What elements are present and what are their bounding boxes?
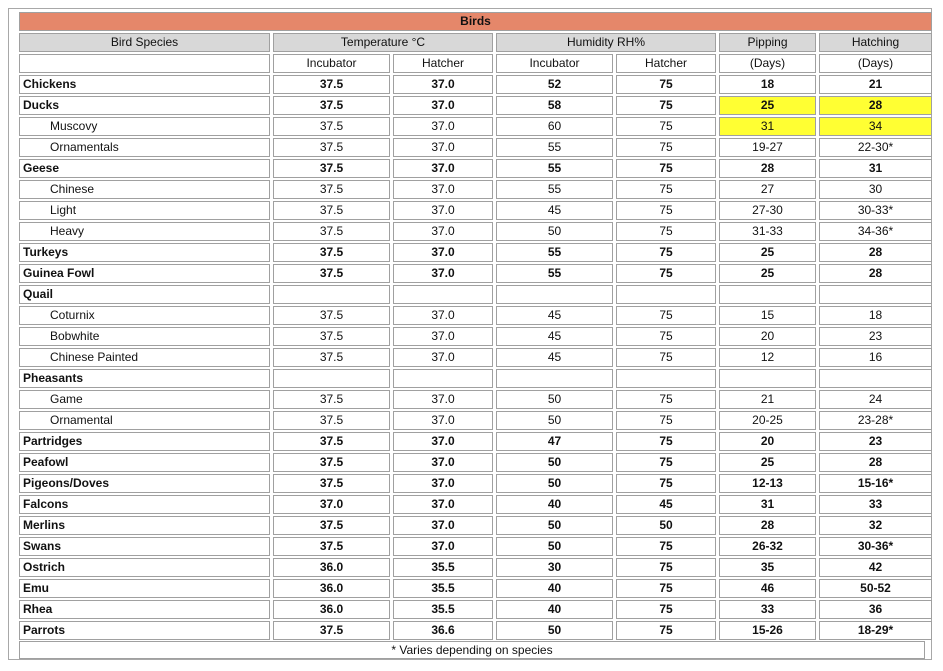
cell-humidity-incubator: 55 [496,243,613,262]
cell-species-name: Ostrich [19,558,270,577]
table-row [19,159,932,178]
cell-pipping-days: 15 [719,306,816,325]
cell-pipping-days: 35 [719,558,816,577]
cell-humidity-incubator: 55 [496,180,613,199]
cell-hatching-days: 31 [819,159,932,178]
cell-hatching-days: 34-36* [819,222,932,241]
cell-humidity-incubator: 30 [496,558,613,577]
cell-temp-incubator: 37.5 [273,474,390,493]
cell-humidity-incubator: 60 [496,117,613,136]
cell-temp-incubator: 37.5 [273,117,390,136]
table-row [19,327,932,346]
cell-humidity-incubator [496,285,613,304]
cell-temp-incubator: 36.0 [273,600,390,619]
cell-temp-incubator: 37.5 [273,306,390,325]
header-hatching: Hatching [819,33,932,52]
cell-hatching-days: 18-29* [819,621,932,640]
cell-pipping-days: 26-32 [719,537,816,556]
cell-humidity-hatcher: 75 [616,222,716,241]
table-title: Birds [19,12,932,31]
cell-pipping-days [719,285,816,304]
cell-species-name: Light [19,201,270,220]
table-row [19,285,932,304]
cell-pipping-days: 25 [719,264,816,283]
cell-species-name: Quail [19,285,270,304]
table-row [19,432,932,451]
cell-temp-incubator: 37.5 [273,96,390,115]
cell-pipping-days: 33 [719,600,816,619]
cell-temp-incubator: 37.5 [273,621,390,640]
cell-humidity-hatcher: 75 [616,75,716,94]
cell-species-name: Chinese Painted [19,348,270,367]
table-row [19,453,932,472]
cell-humidity-hatcher: 75 [616,621,716,640]
cell-temp-hatcher: 37.0 [393,306,493,325]
cell-hatching-days: 21 [819,75,932,94]
cell-humidity-incubator: 55 [496,138,613,157]
cell-pipping-days: 12 [719,348,816,367]
cell-hatching-days: 23 [819,327,932,346]
cell-humidity-incubator: 50 [496,390,613,409]
cell-temp-incubator: 37.5 [273,75,390,94]
cell-hatching-days: 22-30* [819,138,932,157]
cell-species-name: Muscovy [19,117,270,136]
cell-temp-hatcher: 37.0 [393,75,493,94]
table-row [19,516,932,535]
cell-species-name: Coturnix [19,306,270,325]
table-row [19,75,932,94]
cell-species-name: Peafowl [19,453,270,472]
cell-humidity-incubator: 45 [496,306,613,325]
cell-hatching-days: 16 [819,348,932,367]
cell-temp-hatcher [393,369,493,388]
cell-hatching-days: 42 [819,558,932,577]
table-row [19,222,932,241]
cell-humidity-hatcher: 45 [616,495,716,514]
cell-species-name: Heavy [19,222,270,241]
cell-species-name: Swans [19,537,270,556]
cell-pipping-days: 12-13 [719,474,816,493]
cell-temp-hatcher: 37.0 [393,117,493,136]
cell-humidity-incubator: 40 [496,579,613,598]
cell-humidity-hatcher [616,285,716,304]
table-row [19,537,932,556]
cell-humidity-hatcher: 75 [616,243,716,262]
cell-temp-hatcher: 37.0 [393,327,493,346]
cell-hatching-days [819,285,932,304]
cell-humidity-hatcher: 75 [616,138,716,157]
cell-temp-incubator: 37.5 [273,411,390,430]
cell-humidity-hatcher: 75 [616,579,716,598]
cell-temp-incubator: 37.5 [273,138,390,157]
cell-pipping-days [719,369,816,388]
cell-temp-hatcher: 37.0 [393,222,493,241]
table-row [19,390,932,409]
cell-humidity-hatcher: 75 [616,327,716,346]
cell-humidity-hatcher: 75 [616,264,716,283]
cell-humidity-incubator: 50 [496,222,613,241]
cell-hatching-days: 23-28* [819,411,932,430]
cell-pipping-days: 28 [719,516,816,535]
table-row [19,138,932,157]
cell-pipping-days: 25 [719,96,816,115]
table-row [19,411,932,430]
cell-humidity-hatcher: 75 [616,600,716,619]
cell-hatching-days [819,369,932,388]
cell-species-name: Bobwhite [19,327,270,346]
cell-species-name: Ornamentals [19,138,270,157]
cell-hatching-days: 30-36* [819,537,932,556]
cell-hatching-days: 28 [819,96,932,115]
cell-pipping-days: 31 [719,495,816,514]
cell-hatching-days: 34 [819,117,932,136]
cell-humidity-incubator: 55 [496,159,613,178]
cell-hatching-days: 33 [819,495,932,514]
cell-humidity-incubator: 50 [496,621,613,640]
cell-hatching-days: 28 [819,243,932,262]
subheader-humidity-hatcher: Hatcher [616,54,716,73]
cell-pipping-days: 19-27 [719,138,816,157]
cell-species-name: Geese [19,159,270,178]
subheader-temp-hatcher: Hatcher [393,54,493,73]
cell-pipping-days: 20 [719,327,816,346]
cell-humidity-hatcher: 75 [616,453,716,472]
cell-humidity-hatcher: 75 [616,96,716,115]
cell-species-name: Ornamental [19,411,270,430]
subheader-pipping-days: (Days) [719,54,816,73]
subheader-temp-incubator: Incubator [273,54,390,73]
cell-hatching-days: 50-52 [819,579,932,598]
cell-temp-incubator: 36.0 [273,579,390,598]
cell-species-name: Pigeons/Doves [19,474,270,493]
cell-humidity-hatcher: 75 [616,117,716,136]
subheader-blank [19,54,270,73]
cell-species-name: Merlins [19,516,270,535]
table-body [19,75,932,640]
cell-humidity-incubator: 50 [496,537,613,556]
cell-species-name: Turkeys [19,243,270,262]
table-row [19,264,932,283]
table-row [19,180,932,199]
table-row [19,243,932,262]
cell-temp-incubator: 37.5 [273,327,390,346]
footnote: * Varies depending on species [19,641,925,659]
cell-temp-incubator: 37.5 [273,264,390,283]
cell-temp-hatcher: 37.0 [393,537,493,556]
cell-temp-hatcher: 37.0 [393,411,493,430]
cell-hatching-days: 32 [819,516,932,535]
cell-temp-incubator: 37.5 [273,243,390,262]
cell-humidity-incubator: 50 [496,516,613,535]
table-row [19,621,932,640]
cell-species-name: Parrots [19,621,270,640]
cell-hatching-days: 28 [819,453,932,472]
cell-species-name: Chinese [19,180,270,199]
cell-humidity-hatcher: 75 [616,390,716,409]
cell-humidity-incubator: 50 [496,453,613,472]
cell-species-name: Game [19,390,270,409]
cell-temp-incubator: 37.5 [273,159,390,178]
cell-species-name: Chickens [19,75,270,94]
cell-temp-incubator: 37.5 [273,537,390,556]
cell-temp-hatcher: 37.0 [393,390,493,409]
cell-pipping-days: 25 [719,453,816,472]
subheader-humidity-incubator: Incubator [496,54,613,73]
cell-pipping-days: 28 [719,159,816,178]
table-row [19,600,932,619]
cell-humidity-hatcher: 75 [616,432,716,451]
cell-humidity-incubator: 40 [496,600,613,619]
cell-humidity-hatcher: 75 [616,537,716,556]
table-row [19,117,932,136]
cell-humidity-incubator [496,369,613,388]
cell-species-name: Rhea [19,600,270,619]
cell-hatching-days: 23 [819,432,932,451]
cell-humidity-hatcher: 75 [616,558,716,577]
cell-temp-hatcher [393,285,493,304]
cell-temp-hatcher: 35.5 [393,558,493,577]
cell-pipping-days: 27-30 [719,201,816,220]
cell-pipping-days: 21 [719,390,816,409]
cell-temp-hatcher: 37.0 [393,180,493,199]
cell-temp-hatcher: 37.0 [393,516,493,535]
cell-temp-hatcher: 37.0 [393,474,493,493]
cell-temp-hatcher: 37.0 [393,96,493,115]
cell-humidity-incubator: 45 [496,201,613,220]
cell-pipping-days: 27 [719,180,816,199]
cell-temp-hatcher: 35.5 [393,600,493,619]
header-bird-species: Bird Species [19,33,270,52]
cell-hatching-days: 24 [819,390,932,409]
cell-pipping-days: 46 [719,579,816,598]
cell-humidity-hatcher: 75 [616,201,716,220]
cell-temp-hatcher: 37.0 [393,264,493,283]
cell-temp-incubator: 37.5 [273,348,390,367]
cell-humidity-hatcher: 75 [616,306,716,325]
cell-temp-incubator [273,285,390,304]
cell-pipping-days: 20-25 [719,411,816,430]
subheader-hatching-days: (Days) [819,54,932,73]
header-temperature: Temperature °C [273,33,493,52]
cell-humidity-hatcher: 75 [616,411,716,430]
cell-pipping-days: 25 [719,243,816,262]
cell-species-name: Ducks [19,96,270,115]
table-row [19,495,932,514]
cell-humidity-hatcher: 75 [616,474,716,493]
cell-temp-incubator: 37.5 [273,201,390,220]
cell-temp-hatcher: 37.0 [393,138,493,157]
table-row [19,474,932,493]
cell-species-name: Emu [19,579,270,598]
cell-temp-hatcher: 36.6 [393,621,493,640]
cell-hatching-days: 15-16* [819,474,932,493]
table-row [19,96,932,115]
cell-temp-incubator: 37.5 [273,432,390,451]
cell-humidity-hatcher [616,369,716,388]
table-row [19,306,932,325]
cell-humidity-incubator: 55 [496,264,613,283]
table-row [19,201,932,220]
cell-species-name: Pheasants [19,369,270,388]
cell-temp-hatcher: 37.0 [393,201,493,220]
birds-table [16,10,935,642]
cell-temp-hatcher: 37.0 [393,348,493,367]
cell-humidity-incubator: 40 [496,495,613,514]
cell-humidity-hatcher: 75 [616,180,716,199]
cell-temp-hatcher: 37.0 [393,495,493,514]
cell-temp-hatcher: 37.0 [393,159,493,178]
cell-hatching-days: 18 [819,306,932,325]
table-row [19,348,932,367]
cell-humidity-incubator: 52 [496,75,613,94]
cell-pipping-days: 31-33 [719,222,816,241]
cell-humidity-incubator: 50 [496,411,613,430]
cell-temp-incubator [273,369,390,388]
cell-hatching-days: 30-33* [819,201,932,220]
table-row [19,369,932,388]
cell-temp-incubator: 36.0 [273,558,390,577]
cell-humidity-hatcher: 75 [616,159,716,178]
cell-humidity-incubator: 45 [496,348,613,367]
table-row [19,558,932,577]
table-row [19,579,932,598]
cell-temp-incubator: 37.5 [273,390,390,409]
cell-temp-incubator: 37.0 [273,495,390,514]
header-humidity: Humidity RH% [496,33,716,52]
cell-pipping-days: 15-26 [719,621,816,640]
cell-temp-incubator: 37.5 [273,453,390,472]
cell-humidity-incubator: 47 [496,432,613,451]
cell-temp-incubator: 37.5 [273,180,390,199]
cell-humidity-incubator: 50 [496,474,613,493]
cell-temp-hatcher: 37.0 [393,243,493,262]
cell-hatching-days: 28 [819,264,932,283]
cell-temp-hatcher: 35.5 [393,579,493,598]
cell-pipping-days: 18 [719,75,816,94]
cell-humidity-hatcher: 75 [616,348,716,367]
cell-species-name: Guinea Fowl [19,264,270,283]
cell-temp-hatcher: 37.0 [393,453,493,472]
cell-humidity-incubator: 45 [496,327,613,346]
cell-pipping-days: 20 [719,432,816,451]
cell-hatching-days: 30 [819,180,932,199]
cell-temp-incubator: 37.5 [273,222,390,241]
cell-species-name: Partridges [19,432,270,451]
cell-hatching-days: 36 [819,600,932,619]
cell-temp-incubator: 37.5 [273,516,390,535]
cell-temp-hatcher: 37.0 [393,432,493,451]
cell-pipping-days: 31 [719,117,816,136]
cell-species-name: Falcons [19,495,270,514]
cell-humidity-hatcher: 50 [616,516,716,535]
cell-humidity-incubator: 58 [496,96,613,115]
header-pipping: Pipping [719,33,816,52]
